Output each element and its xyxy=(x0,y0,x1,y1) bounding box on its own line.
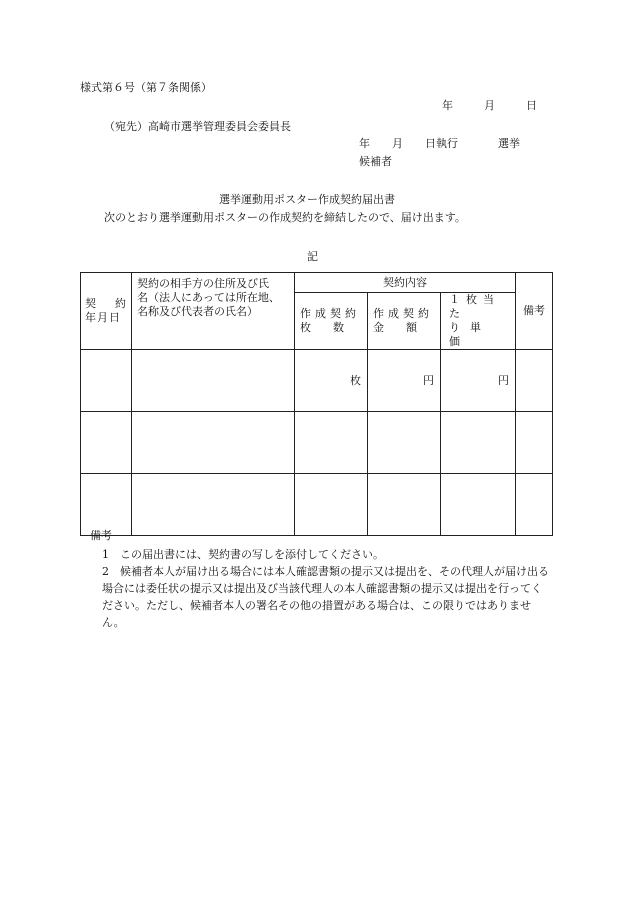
form-id: 様式第６号（第７条関係） xyxy=(80,81,212,94)
contract-table xyxy=(80,272,553,536)
cell-amount[interactable] xyxy=(368,474,441,536)
header-amount xyxy=(368,293,441,350)
header-contract-content: 契約内容 xyxy=(295,273,516,293)
intro-text: 次のとおり選挙運動用ポスターの作成契約を締結したので、届け出ます。 xyxy=(104,211,466,224)
table-row xyxy=(81,474,553,536)
submission-date: 年 月 日 xyxy=(442,99,540,112)
cell-unit-price[interactable]: 円 xyxy=(441,350,516,412)
candidate-label: 候補者 xyxy=(359,155,392,168)
election-date: 年 月 日執行 xyxy=(359,137,458,150)
header-counterparty xyxy=(132,273,295,350)
table-row xyxy=(81,350,553,412)
cell-date[interactable] xyxy=(81,350,132,412)
header-qty-line2: 枚 数 xyxy=(300,321,344,334)
header-contract-date xyxy=(81,273,132,350)
note-item-2: 2 候補者本人が届け出る場合には本人確認書類の提示又は提出を、その代理人が届け出る場合には委任状の提示又は提出及び当該代理人の本人確認書類の提示又は提出を行ってください。ただし、候補者本人の署名その他の措置がある場合は、この限りではありません。 xyxy=(102,565,549,629)
header-unit-line1: １枚当た xyxy=(449,293,500,320)
header-date-line2: 年月日 xyxy=(85,311,121,324)
notes-heading: 備考 xyxy=(90,529,112,542)
cell-counterparty[interactable] xyxy=(132,412,295,474)
header-party-line2: 名（法人にあっては所在地、 xyxy=(137,291,280,304)
header-amt-line1: 作成契約 xyxy=(373,307,433,320)
cell-counterparty[interactable] xyxy=(132,350,295,412)
header-qty-line1: 作成契約 xyxy=(300,307,360,320)
cell-counterparty[interactable] xyxy=(132,474,295,536)
header-unit-price xyxy=(441,293,516,350)
cell-notes[interactable] xyxy=(516,350,553,412)
header-amt-line2: 金 額 xyxy=(373,321,417,334)
cell-date[interactable] xyxy=(81,474,132,536)
header-party-line3: 名称及び代表者の氏名） xyxy=(137,305,258,318)
addressee: （宛先）高崎市選挙管理委員会委員長 xyxy=(104,120,291,133)
cell-unit-price[interactable] xyxy=(441,474,516,536)
election-label: 選挙 xyxy=(498,137,520,150)
header-unit-line2: り単価 xyxy=(449,321,491,348)
cell-quantity[interactable] xyxy=(295,474,368,536)
header-date-line1: 契 約 xyxy=(85,297,130,310)
ki-mark: 記 xyxy=(307,250,318,263)
header-quantity xyxy=(295,293,368,350)
table-row xyxy=(81,412,553,474)
cell-amount[interactable]: 円 xyxy=(368,350,441,412)
document-title: 選挙運動用ポスター作成契約届出書 xyxy=(219,193,395,206)
note-item-1: 1 この届出書には、契約書の写しを添付してください。 xyxy=(102,548,384,561)
cell-amount[interactable] xyxy=(368,412,441,474)
cell-notes[interactable] xyxy=(516,412,553,474)
cell-date[interactable] xyxy=(81,412,132,474)
cell-quantity[interactable]: 枚 xyxy=(295,350,368,412)
cell-quantity[interactable] xyxy=(295,412,368,474)
cell-unit-price[interactable] xyxy=(441,412,516,474)
header-notes: 備考 xyxy=(516,273,553,350)
cell-notes[interactable] xyxy=(516,474,553,536)
header-party-line1: 契約の相手方の住所及び氏 xyxy=(137,277,269,290)
